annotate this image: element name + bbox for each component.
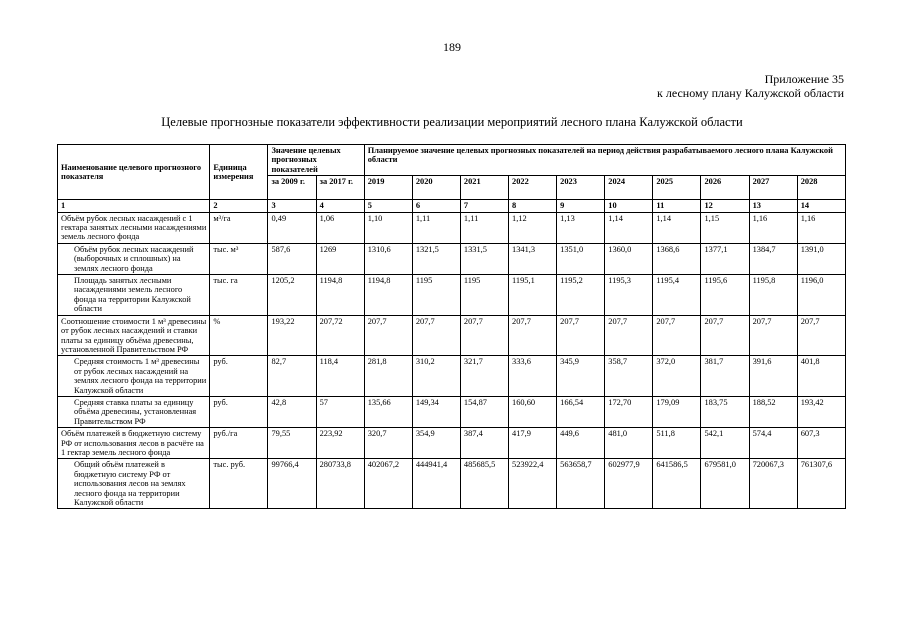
header-year: 2024	[605, 176, 653, 200]
header-target-values: Значение целевых прогнозных показателей	[268, 145, 364, 176]
indicator-name-cell: Объём платежей в бюджетную систему РФ от использования лесов в расчёте на 1 гектар земель лесного фонда	[58, 428, 210, 459]
indicator-name-cell: Средняя стоимость 1 м³ древесины от рубок лесных насаждений на землях лесного фонда на территории Калужской области	[58, 356, 210, 397]
value-cell: 1368,6	[653, 243, 701, 274]
value-cell: 574,4	[749, 428, 797, 459]
header-year: 2027	[749, 176, 797, 200]
value-cell: 387,4	[460, 428, 508, 459]
value-cell: 563658,7	[557, 459, 605, 509]
value-cell: 183,75	[701, 396, 749, 427]
header-year: 2026	[701, 176, 749, 200]
value-cell: 149,34	[412, 396, 460, 427]
column-number-cell: 7	[460, 200, 508, 212]
value-cell: 1321,5	[412, 243, 460, 274]
value-cell: 1,13	[557, 212, 605, 243]
value-cell: 358,7	[605, 356, 653, 397]
value-cell: 587,6	[268, 243, 316, 274]
value-cell: 485685,5	[460, 459, 508, 509]
value-cell: 1,16	[797, 212, 845, 243]
value-cell: 1,11	[412, 212, 460, 243]
value-cell: 1195,6	[701, 275, 749, 316]
value-cell: 207,7	[605, 315, 653, 356]
column-number-cell: 1	[58, 200, 210, 212]
indicator-name-cell: Общий объём платежей в бюджетную систему РФ от использования лесов на землях лесного фонда на территории Калужской области	[58, 459, 210, 509]
indicator-name-cell: Средняя ставка платы за единицу объёма древесины, установленная Правительством РФ	[58, 396, 210, 427]
header-year: 2025	[653, 176, 701, 200]
value-cell: 0,49	[268, 212, 316, 243]
column-number-cell: 8	[509, 200, 557, 212]
value-cell: 511,8	[653, 428, 701, 459]
value-cell: 207,7	[412, 315, 460, 356]
value-cell: 207,7	[749, 315, 797, 356]
value-cell: 1195,4	[653, 275, 701, 316]
value-cell: 188,52	[749, 396, 797, 427]
value-cell: 1360,0	[605, 243, 653, 274]
indicators-table	[57, 144, 846, 509]
value-cell: 118,4	[316, 356, 364, 397]
column-number-cell: 14	[797, 200, 845, 212]
value-cell: 1196,0	[797, 275, 845, 316]
value-cell: 321,7	[460, 356, 508, 397]
value-cell: 207,7	[364, 315, 412, 356]
value-cell: 679581,0	[701, 459, 749, 509]
value-cell: 1384,7	[749, 243, 797, 274]
column-number-cell: 13	[749, 200, 797, 212]
header-year: 2021	[460, 176, 508, 200]
value-cell: 1391,0	[797, 243, 845, 274]
value-cell: 481,0	[605, 428, 653, 459]
header-indicator-name: Наименование целевого прогнозного показателя	[58, 145, 210, 200]
value-cell: 207,7	[557, 315, 605, 356]
table-body	[58, 200, 846, 509]
column-number-cell: 3	[268, 200, 316, 212]
unit-cell: руб.	[210, 356, 268, 397]
column-number-row	[58, 200, 846, 212]
unit-cell: руб.	[210, 396, 268, 427]
value-cell: 193,42	[797, 396, 845, 427]
value-cell: 1195,8	[749, 275, 797, 316]
value-cell: 207,7	[653, 315, 701, 356]
value-cell: 401,8	[797, 356, 845, 397]
value-cell: 207,7	[509, 315, 557, 356]
value-cell: 79,55	[268, 428, 316, 459]
column-number-cell: 10	[605, 200, 653, 212]
column-number-cell: 5	[364, 200, 412, 212]
value-cell: 1,16	[749, 212, 797, 243]
appendix-line-1: Приложение 35	[764, 72, 844, 86]
header-year: 2020	[412, 176, 460, 200]
unit-cell: тыс. руб.	[210, 459, 268, 509]
header-sub-year: за 2017 г.	[316, 176, 364, 200]
header-year: 2019	[364, 176, 412, 200]
value-cell: 1,10	[364, 212, 412, 243]
unit-cell: тыс. га	[210, 275, 268, 316]
value-cell: 720067,3	[749, 459, 797, 509]
table-row	[58, 459, 846, 509]
value-cell: 1195	[460, 275, 508, 316]
value-cell: 345,9	[557, 356, 605, 397]
value-cell: 381,7	[701, 356, 749, 397]
value-cell: 281,8	[364, 356, 412, 397]
value-cell: 135,66	[364, 396, 412, 427]
value-cell: 607,3	[797, 428, 845, 459]
table-row	[58, 428, 846, 459]
column-number-cell: 4	[316, 200, 364, 212]
value-cell: 641586,5	[653, 459, 701, 509]
value-cell: 1195,1	[509, 275, 557, 316]
value-cell: 602977,9	[605, 459, 653, 509]
table-row	[58, 315, 846, 356]
value-cell: 310,2	[412, 356, 460, 397]
header-unit: Единица измерения	[210, 145, 268, 200]
value-cell: 1,06	[316, 212, 364, 243]
page-number: 189	[443, 40, 461, 54]
header-year: 2028	[797, 176, 845, 200]
value-cell: 1331,5	[460, 243, 508, 274]
column-number-cell: 9	[557, 200, 605, 212]
unit-cell: тыс. м³	[210, 243, 268, 274]
value-cell: 207,7	[701, 315, 749, 356]
value-cell: 1,14	[605, 212, 653, 243]
value-cell: 280733,8	[316, 459, 364, 509]
value-cell: 207,72	[316, 315, 364, 356]
unit-cell: руб./га	[210, 428, 268, 459]
value-cell: 207,7	[460, 315, 508, 356]
value-cell: 523922,4	[509, 459, 557, 509]
unit-cell: %	[210, 315, 268, 356]
column-number-cell: 12	[701, 200, 749, 212]
value-cell: 761307,6	[797, 459, 845, 509]
indicator-name-cell: Соотношение стоимости 1 м³ древесины от рубок лесных насаждений и ставки платы за единицу объёма древесины, установленной Правительством РФ	[58, 315, 210, 356]
table-row	[58, 212, 846, 243]
table-row	[58, 275, 846, 316]
value-cell: 1195,2	[557, 275, 605, 316]
header-year: 2023	[557, 176, 605, 200]
value-cell: 154,87	[460, 396, 508, 427]
header-planned-values: Планируемое значение целевых прогнозных показателей на период действия разрабатываемого лесного плана Калужской области	[364, 145, 845, 176]
value-cell: 179,09	[653, 396, 701, 427]
value-cell: 333,6	[509, 356, 557, 397]
value-cell: 160,60	[509, 396, 557, 427]
value-cell: 1,12	[509, 212, 557, 243]
value-cell: 1195,3	[605, 275, 653, 316]
value-cell: 1205,2	[268, 275, 316, 316]
value-cell: 1351,0	[557, 243, 605, 274]
value-cell: 172,70	[605, 396, 653, 427]
value-cell: 42,8	[268, 396, 316, 427]
indicator-name-cell: Объём рубок лесных насаждений с 1 гектара занятых лесными насаждениями земель лесного фонда	[58, 212, 210, 243]
table-row	[58, 396, 846, 427]
value-cell: 1,11	[460, 212, 508, 243]
header-year: 2022	[509, 176, 557, 200]
appendix-line-2: к лесному плану Калужской области	[657, 86, 844, 100]
header-sub-year: за 2009 г.	[268, 176, 316, 200]
value-cell: 193,22	[268, 315, 316, 356]
indicator-name-cell: Объём рубок лесных насаждений (выборочных и сплошных) на землях лесного фонда	[58, 243, 210, 274]
column-number-cell: 2	[210, 200, 268, 212]
value-cell: 1341,3	[509, 243, 557, 274]
indicator-name-cell: Площадь занятых лесными насаждениями земель лесного фонда на территории Калужской области	[58, 275, 210, 316]
value-cell: 1,14	[653, 212, 701, 243]
document-title: Целевые прогнозные показатели эффективности реализации мероприятий лесного плана Калужской области	[161, 115, 743, 129]
value-cell: 57	[316, 396, 364, 427]
value-cell: 1269	[316, 243, 364, 274]
value-cell: 1377,1	[701, 243, 749, 274]
value-cell: 444941,4	[412, 459, 460, 509]
value-cell: 372,0	[653, 356, 701, 397]
value-cell: 82,7	[268, 356, 316, 397]
table-row	[58, 356, 846, 397]
value-cell: 391,6	[749, 356, 797, 397]
value-cell: 1310,6	[364, 243, 412, 274]
value-cell: 449,6	[557, 428, 605, 459]
value-cell: 166,54	[557, 396, 605, 427]
table-row	[58, 243, 846, 274]
value-cell: 542,1	[701, 428, 749, 459]
column-number-cell: 6	[412, 200, 460, 212]
appendix-note	[657, 72, 844, 100]
value-cell: 1194,8	[364, 275, 412, 316]
value-cell: 207,7	[797, 315, 845, 356]
value-cell: 223,92	[316, 428, 364, 459]
value-cell: 1,15	[701, 212, 749, 243]
value-cell: 417,9	[509, 428, 557, 459]
value-cell: 1194,8	[316, 275, 364, 316]
value-cell: 1195	[412, 275, 460, 316]
value-cell: 354,9	[412, 428, 460, 459]
column-number-cell: 11	[653, 200, 701, 212]
unit-cell: м³/га	[210, 212, 268, 243]
value-cell: 320,7	[364, 428, 412, 459]
value-cell: 402067,2	[364, 459, 412, 509]
value-cell: 99766,4	[268, 459, 316, 509]
